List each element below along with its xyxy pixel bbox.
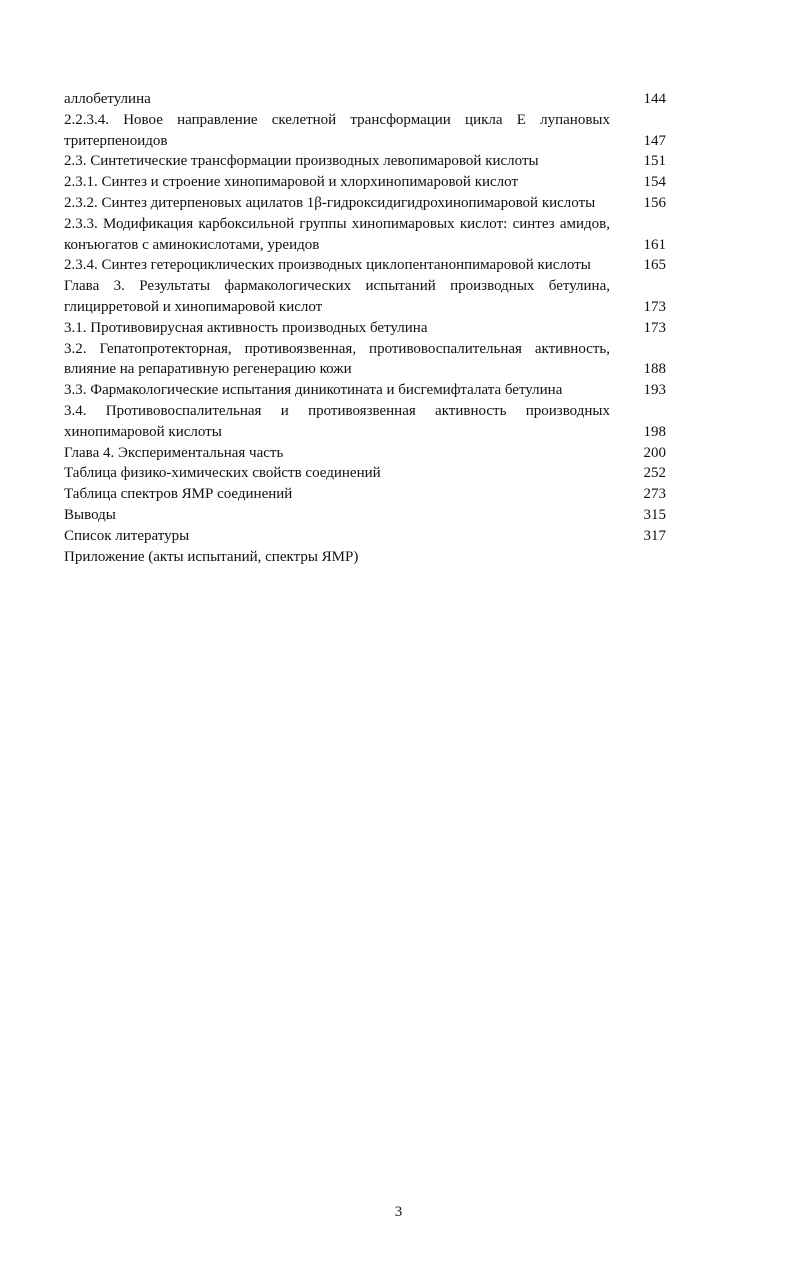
toc-entry bbox=[64, 547, 666, 568]
toc-entry-title: 3.3. Фармакологические испытания диникотината и бисгемифталата бетулина bbox=[64, 382, 563, 399]
toc-entry bbox=[64, 484, 666, 505]
toc-entry-title: 2.3. Синтетические трансформации производных левопимаровой кислоты bbox=[64, 153, 539, 170]
toc-entry bbox=[64, 214, 666, 256]
toc-entry-page: 147 bbox=[643, 132, 666, 149]
toc-entry-title: 2.3.4. Синтез гетероциклических производных циклопентанонпимаровой кислоты bbox=[64, 257, 591, 274]
toc-entry bbox=[64, 276, 666, 318]
toc-entry-page: 193 bbox=[643, 382, 666, 399]
toc-entry bbox=[64, 463, 666, 484]
page-number: 3 bbox=[394, 1204, 403, 1220]
toc-entry-page: 144 bbox=[643, 91, 666, 107]
toc-entry bbox=[64, 339, 666, 381]
toc-entry-title: 2.2.3.4. Новое направление скелетной трансформации цикла Е лупановых тритерпеноидов bbox=[64, 111, 610, 149]
toc-entry-title: аллобетулина bbox=[64, 91, 151, 107]
toc-entry bbox=[64, 380, 666, 401]
toc-entry-title: Глава 3. Результаты фармакологических испытаний производных бетулина, глицирретовой и хинопимаровой кислот bbox=[64, 278, 610, 315]
toc-entry-title: 3.1. Противовирусная активность производных бетулина bbox=[64, 319, 428, 336]
toc-entry bbox=[64, 151, 666, 172]
toc-entry-page: 151 bbox=[643, 153, 666, 170]
toc-entry-page: 273 bbox=[643, 486, 666, 503]
toc-entry-title: 2.3.2. Синтез дитерпеновых ацилатов 1β-гидроксидигидрохинопимаровой кислоты bbox=[64, 194, 596, 211]
toc-entry bbox=[64, 172, 666, 193]
toc-entry bbox=[64, 526, 666, 547]
toc-entry-page: 165 bbox=[643, 257, 666, 274]
toc-entry-page: 161 bbox=[643, 236, 666, 253]
toc-entry-title: 3.4. Противовоспалительная и противоязвенная активность производных хинопимаровой кислоты bbox=[64, 402, 610, 440]
toc-entry-page: 252 bbox=[643, 465, 666, 482]
toc-entry-title: Таблица физико-химических свойств соединений bbox=[64, 465, 381, 482]
toc-entry bbox=[64, 193, 666, 214]
toc-entry-page: 156 bbox=[643, 194, 666, 211]
toc-entry-title: 2.3.1. Синтез и строение хинопимаровой и хлорхинопимаровой кислот bbox=[64, 174, 519, 191]
toc-entry-title: Список литературы bbox=[64, 527, 190, 544]
toc-entry-title: Выводы bbox=[64, 506, 116, 523]
toc-entry-page: 198 bbox=[643, 423, 666, 440]
toc-entry-page: 188 bbox=[643, 361, 666, 378]
toc-entry bbox=[64, 443, 666, 464]
toc-entry-page: 317 bbox=[643, 527, 666, 544]
toc-entry bbox=[64, 89, 666, 110]
toc-entry-title: 3.2. Гепатопротекторная, противоязвенная, противовоспалительная активность, влияние на репаративную регенерацию кожи bbox=[64, 340, 610, 378]
toc-entry bbox=[64, 255, 666, 276]
toc-entry-page: 173 bbox=[643, 298, 666, 315]
toc-entry-title: Глава 4. Экспериментальная часть bbox=[64, 444, 284, 461]
toc-entry bbox=[64, 505, 666, 526]
table-of-contents bbox=[64, 89, 666, 567]
toc-entry-page: 315 bbox=[643, 506, 666, 523]
toc-entry-title: 2.3.3. Модификация карбоксильной группы хинопимаровых кислот: синтез амидов, конъюгатов с аминокислотами, уреидов bbox=[64, 215, 610, 253]
toc-entry-page: 173 bbox=[643, 319, 666, 336]
toc-entry-page: 154 bbox=[643, 174, 666, 191]
toc-entry bbox=[64, 110, 666, 152]
toc-entry bbox=[64, 401, 666, 443]
toc-entry-title: Таблица спектров ЯМР соединений bbox=[64, 486, 293, 503]
toc-entry bbox=[64, 318, 666, 339]
toc-entry-title: Приложение (акты испытаний, спектры ЯМР) bbox=[64, 548, 359, 565]
toc-entry-page: 200 bbox=[643, 444, 666, 461]
